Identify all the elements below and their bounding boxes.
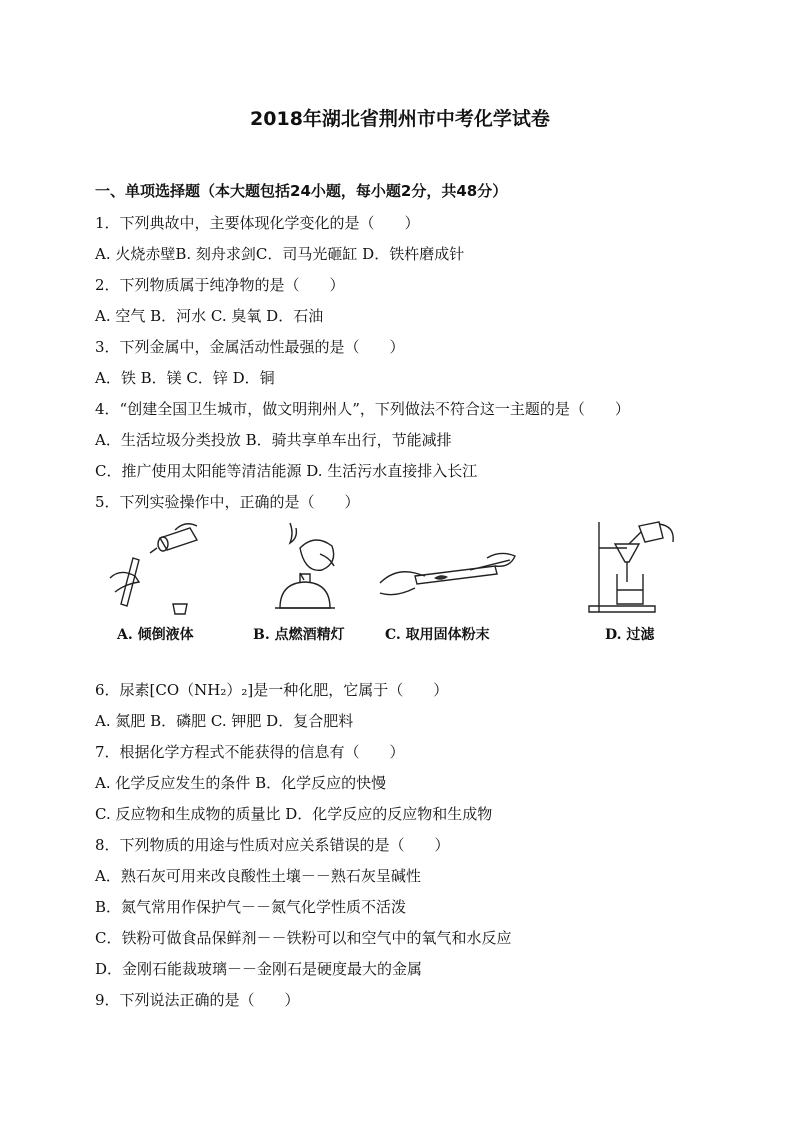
- question-9: 9．下列说法正确的是（ ）: [95, 991, 300, 1009]
- section-heading: 一、单项选择题（本大题包括24小题，每小题2分，共48分）: [95, 182, 508, 200]
- question-4: 4．“创建全国卫生城市，做文明荆州人”，下列做法不符合这一主题的是（ ）: [95, 400, 630, 418]
- question-2: 2．下列物质属于纯净物的是（ ）: [95, 276, 345, 294]
- solid-powder-illustration: [375, 518, 525, 623]
- question-2-options: A. 空气 B．河水 C. 臭氧 D．石油: [95, 307, 324, 325]
- question-4-options-cd: C．推广使用太阳能等清洁能源 D. 生活污水直接排入长江: [95, 462, 478, 480]
- question-7-options-ab: A. 化学反应发生的条件 B．化学反应的快慢: [95, 774, 387, 792]
- question-8-option-d: D．金刚石能裁玻璃－－金刚石是硬度最大的金属: [95, 960, 423, 978]
- alcohol-lamp-illustration: [260, 518, 370, 623]
- lab-operations-figure: [95, 518, 715, 658]
- question-4-options-ab: A．生活垃圾分类投放 B．骑共享单车出行，节能减排: [95, 431, 452, 449]
- question-3: 3．下列金属中，金属活动性最强的是（ ）: [95, 338, 405, 356]
- question-8-option-b: B．氮气常用作保护气－－氮气化学性质不活泼: [95, 898, 407, 916]
- page-title: 2018年湖北省荆州市中考化学试卷: [250, 108, 550, 130]
- caption-c: C. 取用固体粉末: [385, 627, 490, 643]
- question-8-option-a: A．熟石灰可用来改良酸性土壤－－熟石灰呈碱性: [95, 867, 421, 885]
- caption-b: B. 点燃酒精灯: [253, 627, 345, 643]
- question-1-options: A. 火烧赤壁B. 刻舟求剑C．司马光砸缸 D．铁杵磨成针: [95, 245, 465, 263]
- question-5: 5．下列实验操作中，正确的是（ ）: [95, 493, 360, 511]
- question-8: 8．下列物质的用途与性质对应关系错误的是（ ）: [95, 836, 450, 854]
- question-6-options: A. 氮肥 B．磷肥 C. 钾肥 D．复合肥料: [95, 712, 354, 730]
- question-6: 6．尿素[CO（NH₂）₂]是一种化肥，它属于（ ）: [95, 681, 449, 699]
- question-8-option-c: C．铁粉可做食品保鲜剂－－铁粉可以和空气中的氧气和水反应: [95, 929, 512, 947]
- caption-a: A. 倾倒液体: [117, 627, 194, 643]
- question-7-options-cd: C. 反应物和生成物的质量比 D．化学反应的反应物和生成物: [95, 805, 493, 823]
- question-3-options: A．铁 B．镁 C．锌 D．铜: [95, 369, 275, 387]
- filtration-illustration: [585, 518, 685, 623]
- caption-d: D. 过滤: [605, 627, 655, 643]
- pouring-liquid-illustration: [105, 518, 215, 623]
- question-1: 1．下列典故中，主要体现化学变化的是（ ）: [95, 214, 420, 232]
- question-7: 7．根据化学方程式不能获得的信息有（ ）: [95, 743, 405, 761]
